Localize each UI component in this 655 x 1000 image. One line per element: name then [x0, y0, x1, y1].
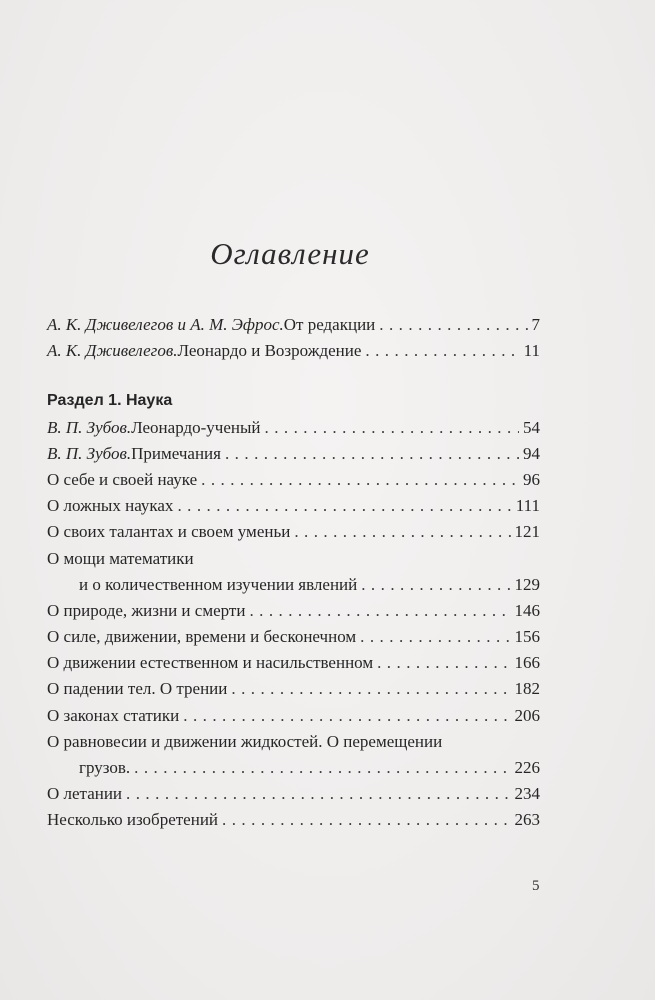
toc-entry	[47, 676, 540, 702]
toc-entry	[47, 703, 540, 729]
leader-dots	[361, 572, 510, 598]
toc-entry-title: О себе и своей науке	[47, 469, 198, 489]
toc-entry-page: 54	[523, 417, 540, 437]
toc-entry-page: 156	[514, 627, 540, 647]
toc-entry-title: О своих талантах и своем уменьи	[47, 522, 291, 542]
toc-entry-continuation	[47, 572, 540, 598]
spacer	[47, 364, 540, 386]
leader-dots	[294, 519, 510, 545]
leader-dots	[222, 807, 510, 833]
toc-entry-title: О природе, жизни и смерти	[47, 600, 246, 620]
toc-entry-page: 206	[514, 705, 540, 725]
toc-entry-page: 94	[523, 443, 540, 463]
leader-dots	[225, 441, 519, 467]
toc-entry-page: 234	[514, 784, 540, 804]
toc-entry-page: 96	[523, 469, 540, 489]
toc-entry-title: О падении тел. О трении	[47, 679, 228, 699]
toc-entry	[47, 493, 540, 519]
toc-entry-page: 121	[514, 522, 540, 542]
toc-entry-title: Леонардо и Возрождение	[177, 341, 362, 361]
toc-entry-page: 7	[531, 315, 540, 334]
leader-dots	[201, 467, 519, 493]
toc-entry-author: А. К. Дживелегов и А. М. Эфрос.	[47, 315, 284, 334]
leader-dots	[379, 312, 527, 338]
toc-entry-title: О летании	[47, 784, 123, 804]
leader-dots	[177, 493, 511, 519]
toc-entry-title: Леонардо-ученый	[131, 417, 261, 437]
toc-entry-first-line: О мощи математики	[47, 548, 194, 568]
leader-dots	[249, 598, 510, 624]
toc-entry	[47, 781, 540, 807]
toc-entry	[47, 415, 540, 441]
toc-entry-title: и о количественном изучении явлений	[79, 574, 358, 594]
toc-entry-continuation	[47, 755, 540, 781]
toc-entry-first-line: О равновесии и движении жидкостей. О перемещении	[47, 731, 443, 751]
toc-entry-title: грузов.	[79, 758, 131, 777]
leader-dots	[134, 755, 510, 781]
toc-entry	[47, 624, 540, 650]
toc-entry-page: 263	[514, 810, 540, 830]
toc-entry	[47, 650, 540, 676]
section-heading: Раздел 1. Наука	[47, 392, 173, 410]
toc-entry-page: 146	[514, 600, 540, 620]
toc-entry	[47, 598, 540, 624]
toc-entry-author: В. П. Зубов.	[47, 417, 132, 437]
table-of-contents	[47, 312, 540, 834]
leader-dots	[377, 650, 510, 676]
toc-entry-page: 166	[514, 653, 540, 673]
toc-entry-page: 11	[523, 341, 540, 361]
toc-entry-title: О ложных науках	[47, 496, 174, 516]
toc-entry-editorial	[47, 312, 540, 338]
leader-dots	[365, 338, 519, 364]
leader-dots	[126, 781, 510, 807]
toc-entry	[47, 441, 540, 467]
toc-entry-title: О законах статики	[47, 705, 180, 725]
toc-entry-leonardo-renaissance	[47, 338, 540, 364]
toc-entry-title: О силе, движении, времени и бесконечном	[47, 627, 357, 647]
toc-entry-title: Примечания	[131, 443, 221, 463]
page-number: 5	[532, 878, 540, 894]
toc-entry-page: 111	[515, 496, 540, 516]
toc-entry-author: В. П. Зубов.	[47, 443, 132, 463]
toc-entry	[47, 807, 540, 833]
toc-entry-author: А. К. Дживелегов.	[47, 341, 178, 361]
page-title: Оглавление	[210, 236, 370, 271]
toc-entry-page: 226	[514, 758, 540, 777]
leader-dots	[360, 624, 510, 650]
toc-entry-title: О движении естественном и насильственном	[47, 653, 374, 673]
toc-entry-title: Несколько изобретений	[47, 810, 219, 830]
leader-dots	[231, 676, 510, 702]
toc-entry-page: 129	[514, 574, 540, 594]
toc-entry-title: От редакции	[283, 315, 376, 334]
toc-entry	[47, 467, 540, 493]
leader-dots	[183, 703, 510, 729]
leader-dots	[265, 415, 520, 441]
toc-entry-page: 182	[514, 679, 540, 699]
toc-entry	[47, 519, 540, 545]
